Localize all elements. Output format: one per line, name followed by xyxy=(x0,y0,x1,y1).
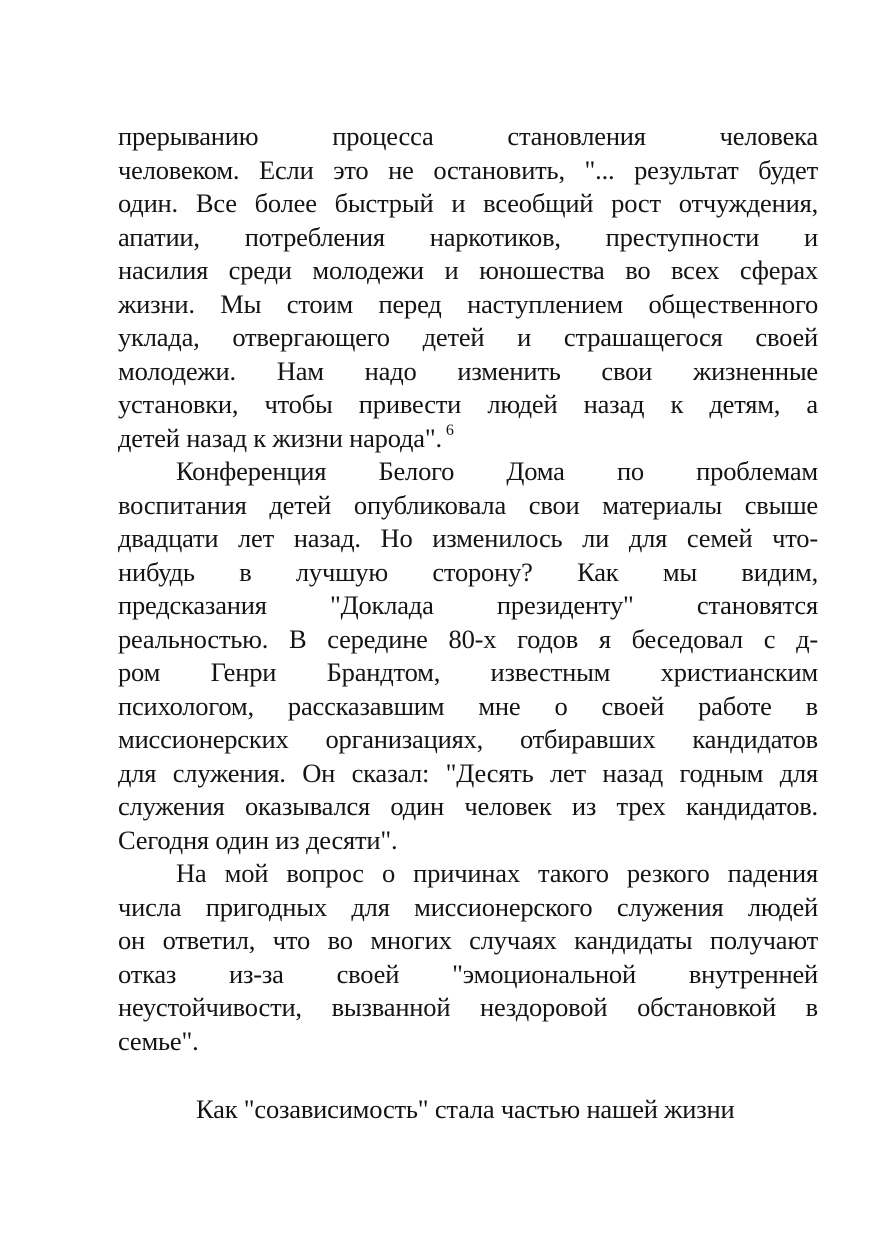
text-line: жизни. Мы стоим перед наступлением общественного xyxy=(118,288,818,319)
text-line: человеком. Если это не остановить, "... результат будет xyxy=(118,154,818,185)
text-line: для служения. Он сказал: "Десять лет назад годным для xyxy=(118,757,818,788)
text-line: прерыванию процесса становления человека xyxy=(118,121,818,151)
text-line-indented: На мой вопрос о причинах такого резкого падения xyxy=(176,858,818,888)
text-line-last: Сегодня один из десяти". xyxy=(118,824,398,855)
text-line: психологом, рассказавшим мне о своей работе в xyxy=(118,690,818,721)
text-line: уклада, отвергающего детей и страшащегося своей xyxy=(118,322,818,352)
text-line: числа пригодных для миссионерского служения людей xyxy=(118,891,818,922)
text-line: один. Все более быстрый и всеобщий рост отчуждения, xyxy=(118,188,818,218)
text-line: апатии, потребления наркотиков, преступности и xyxy=(118,221,818,252)
text-line: детей назад к жизни народа". xyxy=(118,422,442,453)
text-line: неустойчивости, вызванной нездоровой обстановкой в xyxy=(118,992,818,1022)
text-line: предсказания "Доклада президенту" становятся xyxy=(118,590,818,620)
text-line: насилия среди молодежи и юношества во всех сферах xyxy=(118,255,818,285)
text-line: молодежи. Нам надо изменить свои жизненные xyxy=(118,355,818,386)
paragraph-1 xyxy=(118,120,818,455)
text-line: установки, чтобы привести людей назад к детям, а xyxy=(118,389,818,419)
text-line: реальностью. В середине 80-х годов я беседовал с д- xyxy=(118,623,818,654)
paragraph-3 xyxy=(118,857,818,1058)
paragraph-2 xyxy=(118,455,818,857)
text-line: отказ из-за своей "эмоциональной внутренней xyxy=(118,958,818,989)
text-line-indented: Конференция Белого Дома по проблемам xyxy=(176,456,818,486)
text-line: служения оказывался один человек из трех кандидатов. xyxy=(118,791,818,821)
text-line: воспитания детей опубликовала свои материалы свыше xyxy=(118,489,818,520)
section-heading: Как "созависимость" стала частью нашей жизни xyxy=(196,1094,735,1124)
footnote-marker: 6 xyxy=(445,421,454,439)
text-line-last xyxy=(118,422,818,456)
text-line: ром Генри Брандтом, известным христианским xyxy=(118,657,818,687)
text-line: он ответил, что во многих случаях кандидаты получают xyxy=(118,925,818,955)
book-page-body xyxy=(118,120,818,1058)
text-line: двадцати лет назад. Но изменилось ли для семей что- xyxy=(118,523,818,553)
text-line: миссионерских организациях, отбиравших кандидатов xyxy=(118,724,818,754)
text-line-last: семье". xyxy=(118,1025,199,1056)
text-line: нибудь в лучшую сторону? Как мы видим, xyxy=(118,556,818,587)
